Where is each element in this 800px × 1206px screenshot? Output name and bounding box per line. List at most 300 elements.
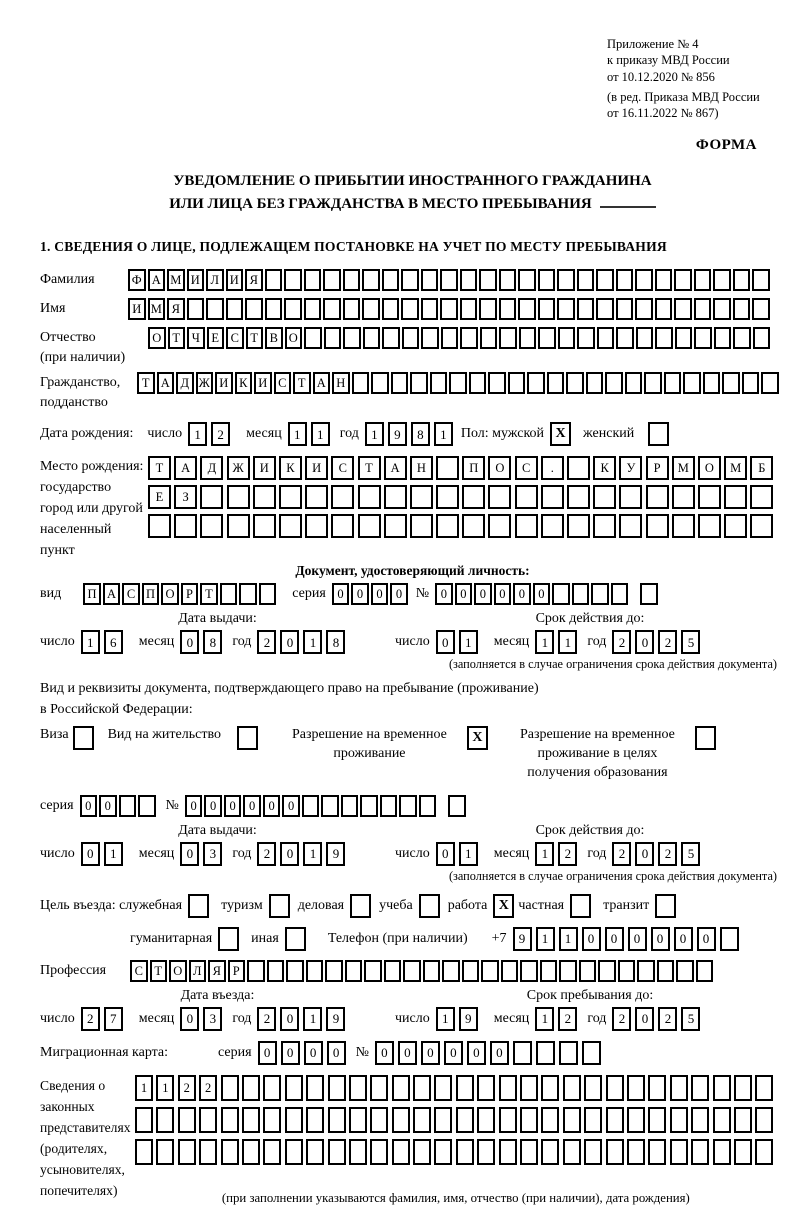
form-cell[interactable] (499, 327, 517, 349)
form-cell[interactable] (469, 372, 487, 394)
form-cell[interactable] (421, 269, 439, 291)
form-cell[interactable] (541, 1075, 559, 1101)
form-cell[interactable] (410, 514, 433, 538)
form-cell[interactable] (520, 1107, 538, 1133)
form-cell[interactable] (541, 1107, 559, 1133)
form-cell[interactable]: П (83, 583, 101, 605)
form-cell[interactable] (499, 1139, 517, 1165)
purpose-humanitarian-checkbox[interactable] (218, 927, 239, 951)
form-cell[interactable]: У (619, 456, 642, 480)
form-cell[interactable] (752, 298, 770, 320)
form-cell[interactable]: 1 (535, 630, 554, 654)
form-cell[interactable]: Т (358, 456, 381, 480)
form-cell[interactable]: Е (207, 327, 225, 349)
form-cell[interactable]: 0 (375, 1041, 394, 1065)
form-cell[interactable]: И (128, 298, 146, 320)
form-cell[interactable] (519, 327, 537, 349)
form-cell[interactable]: Я (208, 960, 226, 982)
form-cell[interactable] (635, 298, 653, 320)
form-cell[interactable] (598, 960, 616, 982)
form-cell[interactable] (672, 514, 695, 538)
form-cell[interactable] (724, 514, 747, 538)
form-cell[interactable] (304, 269, 322, 291)
form-cell[interactable] (670, 1139, 688, 1165)
form-cell[interactable]: 0 (444, 1041, 463, 1065)
form-cell[interactable] (674, 298, 692, 320)
form-cell[interactable] (430, 372, 448, 394)
form-cell[interactable] (321, 795, 339, 817)
form-cell[interactable]: 1 (104, 842, 123, 866)
form-cell[interactable] (305, 485, 328, 509)
form-cell[interactable] (399, 795, 417, 817)
form-cell[interactable]: 0 (224, 795, 242, 817)
form-cell[interactable] (119, 795, 137, 817)
form-cell[interactable] (648, 1139, 666, 1165)
form-cell[interactable] (733, 327, 751, 349)
form-cell[interactable] (513, 1041, 532, 1065)
form-cell[interactable] (247, 960, 265, 982)
form-cell[interactable] (579, 960, 597, 982)
form-cell[interactable]: А (103, 583, 121, 605)
form-cell[interactable] (421, 327, 439, 349)
form-cell[interactable] (538, 327, 556, 349)
form-cell[interactable]: 0 (332, 583, 350, 605)
form-cell[interactable] (138, 795, 156, 817)
form-cell[interactable] (462, 514, 485, 538)
form-cell[interactable]: Р (228, 960, 246, 982)
form-cell[interactable] (253, 485, 276, 509)
form-cell[interactable] (286, 960, 304, 982)
form-cell[interactable] (363, 327, 381, 349)
form-cell[interactable] (259, 583, 277, 605)
form-cell[interactable] (402, 327, 420, 349)
form-cell[interactable] (724, 485, 747, 509)
form-cell[interactable]: С (122, 583, 140, 605)
form-cell[interactable] (349, 1075, 367, 1101)
form-cell[interactable] (306, 1139, 324, 1165)
form-cell[interactable] (635, 269, 653, 291)
form-cell[interactable] (577, 327, 595, 349)
form-cell[interactable] (135, 1139, 153, 1165)
form-cell[interactable]: 0 (494, 583, 512, 605)
form-cell[interactable] (401, 298, 419, 320)
form-cell[interactable] (345, 960, 363, 982)
form-cell[interactable]: 2 (558, 842, 577, 866)
form-cell[interactable] (616, 298, 634, 320)
purpose-other-checkbox[interactable] (285, 927, 306, 951)
sex-male-checkbox[interactable]: X (550, 422, 571, 446)
form-cell[interactable]: . (541, 456, 564, 480)
form-cell[interactable]: А (148, 269, 166, 291)
form-cell[interactable]: 0 (436, 842, 455, 866)
form-cell[interactable]: 0 (280, 842, 299, 866)
form-cell[interactable] (670, 1075, 688, 1101)
form-cell[interactable] (265, 298, 283, 320)
form-cell[interactable]: Р (646, 456, 669, 480)
form-cell[interactable]: 0 (263, 795, 281, 817)
form-cell[interactable] (304, 327, 322, 349)
form-cell[interactable] (436, 456, 459, 480)
form-cell[interactable] (488, 372, 506, 394)
form-cell[interactable] (448, 795, 466, 817)
form-cell[interactable] (515, 485, 538, 509)
form-cell[interactable] (440, 298, 458, 320)
form-cell[interactable] (606, 1075, 624, 1101)
form-cell[interactable]: З (174, 485, 197, 509)
form-cell[interactable]: М (167, 269, 185, 291)
form-cell[interactable] (547, 372, 565, 394)
form-cell[interactable] (691, 1075, 709, 1101)
form-cell[interactable] (567, 514, 590, 538)
form-cell[interactable]: Н (410, 456, 433, 480)
form-cell[interactable]: Т (137, 372, 155, 394)
form-cell[interactable]: М (148, 298, 166, 320)
form-cell[interactable] (419, 795, 437, 817)
form-cell[interactable] (488, 485, 511, 509)
form-cell[interactable]: 5 (681, 1007, 700, 1031)
form-cell[interactable] (460, 269, 478, 291)
form-cell[interactable] (733, 269, 751, 291)
form-cell[interactable] (655, 298, 673, 320)
form-cell[interactable] (227, 514, 250, 538)
form-cell[interactable]: Т (168, 327, 186, 349)
form-cell[interactable]: 9 (388, 422, 407, 446)
form-cell[interactable] (664, 372, 682, 394)
form-cell[interactable] (733, 298, 751, 320)
form-cell[interactable] (563, 1139, 581, 1165)
sex-female-checkbox[interactable] (648, 422, 669, 446)
form-cell[interactable]: 1 (459, 842, 478, 866)
form-cell[interactable] (596, 269, 614, 291)
form-cell[interactable] (572, 583, 590, 605)
form-cell[interactable] (358, 514, 381, 538)
form-cell[interactable]: 0 (304, 1041, 323, 1065)
form-cell[interactable] (698, 514, 721, 538)
form-cell[interactable] (518, 298, 536, 320)
form-cell[interactable] (552, 583, 570, 605)
form-cell[interactable] (279, 485, 302, 509)
form-cell[interactable] (577, 298, 595, 320)
form-cell[interactable] (434, 1139, 452, 1165)
form-cell[interactable] (460, 327, 478, 349)
form-cell[interactable] (221, 1139, 239, 1165)
form-cell[interactable] (349, 1107, 367, 1133)
form-cell[interactable]: 2 (658, 1007, 677, 1031)
form-cell[interactable]: 1 (311, 422, 330, 446)
form-cell[interactable]: А (174, 456, 197, 480)
form-cell[interactable] (722, 372, 740, 394)
form-cell[interactable] (481, 960, 499, 982)
form-cell[interactable] (178, 1107, 196, 1133)
form-cell[interactable] (619, 514, 642, 538)
form-cell[interactable]: С (515, 456, 538, 480)
form-cell[interactable] (221, 1075, 239, 1101)
form-cell[interactable] (734, 1107, 752, 1133)
form-cell[interactable]: К (593, 456, 616, 480)
purpose-transit-checkbox[interactable] (655, 894, 676, 918)
purpose-tourism-checkbox[interactable] (269, 894, 290, 918)
form-cell[interactable] (267, 960, 285, 982)
purpose-study-checkbox[interactable] (419, 894, 440, 918)
form-cell[interactable] (349, 1139, 367, 1165)
form-cell[interactable]: 0 (204, 795, 222, 817)
form-cell[interactable]: 0 (635, 630, 654, 654)
form-cell[interactable] (703, 372, 721, 394)
form-cell[interactable] (341, 795, 359, 817)
form-cell[interactable]: П (462, 456, 485, 480)
form-cell[interactable] (323, 269, 341, 291)
form-cell[interactable] (640, 583, 658, 605)
form-cell[interactable]: 0 (243, 795, 261, 817)
form-cell[interactable] (558, 327, 576, 349)
form-cell[interactable] (382, 327, 400, 349)
form-cell[interactable] (501, 960, 519, 982)
form-cell[interactable] (755, 1139, 773, 1165)
form-cell[interactable] (713, 269, 731, 291)
form-cell[interactable] (734, 1139, 752, 1165)
form-cell[interactable] (480, 327, 498, 349)
form-cell[interactable]: 0 (582, 927, 601, 951)
form-cell[interactable]: 0 (180, 1007, 199, 1031)
form-cell[interactable] (324, 327, 342, 349)
form-cell[interactable] (520, 1075, 538, 1101)
form-cell[interactable] (713, 1075, 731, 1101)
form-cell[interactable] (520, 960, 538, 982)
form-cell[interactable] (358, 485, 381, 509)
form-cell[interactable] (456, 1107, 474, 1133)
form-cell[interactable]: А (157, 372, 175, 394)
purpose-business-checkbox[interactable] (350, 894, 371, 918)
form-cell[interactable] (675, 327, 693, 349)
form-cell[interactable] (364, 960, 382, 982)
form-cell[interactable] (371, 372, 389, 394)
form-cell[interactable] (557, 269, 575, 291)
form-cell[interactable] (508, 372, 526, 394)
form-cell[interactable] (559, 1041, 578, 1065)
form-cell[interactable]: 0 (490, 1041, 509, 1065)
form-cell[interactable]: 2 (612, 842, 631, 866)
form-cell[interactable] (331, 485, 354, 509)
form-cell[interactable] (567, 485, 590, 509)
form-cell[interactable]: 7 (104, 1007, 123, 1031)
form-cell[interactable] (637, 960, 655, 982)
form-cell[interactable] (370, 1107, 388, 1133)
form-cell[interactable] (242, 1075, 260, 1101)
form-cell[interactable] (434, 1107, 452, 1133)
form-cell[interactable] (156, 1139, 174, 1165)
form-cell[interactable] (221, 1107, 239, 1133)
form-cell[interactable]: И (305, 456, 328, 480)
form-cell[interactable]: И (226, 269, 244, 291)
form-cell[interactable]: 9 (459, 1007, 478, 1031)
form-cell[interactable] (713, 1139, 731, 1165)
form-cell[interactable] (499, 1107, 517, 1133)
form-cell[interactable]: 0 (180, 842, 199, 866)
form-cell[interactable] (148, 514, 171, 538)
form-cell[interactable] (488, 514, 511, 538)
form-cell[interactable] (676, 960, 694, 982)
form-cell[interactable] (178, 1139, 196, 1165)
form-cell[interactable]: С (274, 372, 292, 394)
form-cell[interactable] (200, 514, 223, 538)
form-cell[interactable] (734, 1075, 752, 1101)
form-cell[interactable] (563, 1075, 581, 1101)
form-cell[interactable] (713, 298, 731, 320)
form-cell[interactable]: 2 (612, 1007, 631, 1031)
form-cell[interactable]: О (698, 456, 721, 480)
form-cell[interactable] (199, 1139, 217, 1165)
form-cell[interactable] (436, 485, 459, 509)
form-cell[interactable]: 9 (513, 927, 532, 951)
form-cell[interactable] (541, 514, 564, 538)
form-cell[interactable]: 0 (421, 1041, 440, 1065)
form-cell[interactable]: 0 (513, 583, 531, 605)
form-cell[interactable] (306, 1075, 324, 1101)
form-cell[interactable]: Д (200, 456, 223, 480)
form-cell[interactable]: 0 (99, 795, 117, 817)
form-cell[interactable]: 1 (188, 422, 207, 446)
form-cell[interactable] (384, 485, 407, 509)
form-cell[interactable] (619, 485, 642, 509)
form-cell[interactable] (636, 327, 654, 349)
form-cell[interactable] (370, 1075, 388, 1101)
form-cell[interactable]: 2 (558, 1007, 577, 1031)
form-cell[interactable] (597, 327, 615, 349)
form-cell[interactable] (694, 327, 712, 349)
form-cell[interactable]: 1 (303, 1007, 322, 1031)
form-cell[interactable]: К (279, 456, 302, 480)
form-cell[interactable] (536, 1041, 555, 1065)
form-cell[interactable]: О (148, 327, 166, 349)
form-cell[interactable] (328, 1139, 346, 1165)
form-cell[interactable] (279, 514, 302, 538)
form-cell[interactable]: П (142, 583, 160, 605)
form-cell[interactable]: И (254, 372, 272, 394)
form-cell[interactable]: О (488, 456, 511, 480)
form-cell[interactable]: 0 (398, 1041, 417, 1065)
form-cell[interactable] (403, 960, 421, 982)
form-cell[interactable] (691, 1107, 709, 1133)
form-cell[interactable] (541, 1139, 559, 1165)
form-cell[interactable] (384, 514, 407, 538)
form-cell[interactable] (618, 960, 636, 982)
form-cell[interactable]: М (672, 456, 695, 480)
form-cell[interactable]: 0 (280, 630, 299, 654)
form-cell[interactable] (199, 1107, 217, 1133)
form-cell[interactable]: И (187, 269, 205, 291)
form-cell[interactable]: 0 (281, 1041, 300, 1065)
temp-residence-checkbox[interactable]: X (467, 726, 488, 750)
form-cell[interactable] (559, 960, 577, 982)
form-cell[interactable]: 2 (658, 842, 677, 866)
form-cell[interactable] (694, 269, 712, 291)
form-cell[interactable] (263, 1075, 281, 1101)
purpose-work-checkbox[interactable]: X (493, 894, 514, 918)
form-cell[interactable]: 0 (674, 927, 693, 951)
form-cell[interactable] (479, 269, 497, 291)
form-cell[interactable] (499, 1075, 517, 1101)
form-cell[interactable]: 9 (326, 1007, 345, 1031)
form-cell[interactable]: 1 (303, 630, 322, 654)
form-cell[interactable] (720, 927, 739, 951)
form-cell[interactable]: М (724, 456, 747, 480)
form-cell[interactable] (605, 372, 623, 394)
form-cell[interactable] (382, 298, 400, 320)
form-cell[interactable] (410, 485, 433, 509)
form-cell[interactable] (362, 298, 380, 320)
form-cell[interactable]: 9 (326, 842, 345, 866)
form-cell[interactable]: Л (206, 269, 224, 291)
form-cell[interactable]: О (285, 327, 303, 349)
form-cell[interactable]: 1 (535, 1007, 554, 1031)
form-cell[interactable] (557, 298, 575, 320)
form-cell[interactable]: С (130, 960, 148, 982)
form-cell[interactable]: Ч (187, 327, 205, 349)
form-cell[interactable] (584, 1139, 602, 1165)
form-cell[interactable]: Т (150, 960, 168, 982)
form-cell[interactable] (541, 485, 564, 509)
form-cell[interactable]: Р (181, 583, 199, 605)
form-cell[interactable] (253, 514, 276, 538)
form-cell[interactable] (174, 514, 197, 538)
form-cell[interactable] (657, 960, 675, 982)
form-cell[interactable] (227, 485, 250, 509)
form-cell[interactable] (352, 372, 370, 394)
form-cell[interactable] (302, 795, 320, 817)
form-cell[interactable]: Т (293, 372, 311, 394)
form-cell[interactable] (305, 514, 328, 538)
form-cell[interactable] (477, 1107, 495, 1133)
form-cell[interactable]: 2 (257, 1007, 276, 1031)
form-cell[interactable] (263, 1139, 281, 1165)
form-cell[interactable] (392, 1075, 410, 1101)
form-cell[interactable]: 0 (81, 842, 100, 866)
form-cell[interactable]: 0 (533, 583, 551, 605)
form-cell[interactable] (442, 960, 460, 982)
form-cell[interactable] (360, 795, 378, 817)
form-cell[interactable] (156, 1107, 174, 1133)
form-cell[interactable]: 0 (436, 630, 455, 654)
form-cell[interactable] (566, 372, 584, 394)
form-cell[interactable]: 1 (81, 630, 100, 654)
form-cell[interactable] (593, 514, 616, 538)
visa-checkbox[interactable] (73, 726, 94, 750)
form-cell[interactable]: С (226, 327, 244, 349)
form-cell[interactable] (285, 1139, 303, 1165)
form-cell[interactable]: К (235, 372, 253, 394)
form-cell[interactable] (606, 1139, 624, 1165)
form-cell[interactable]: 0 (180, 630, 199, 654)
form-cell[interactable] (284, 298, 302, 320)
form-cell[interactable] (582, 1041, 601, 1065)
form-cell[interactable]: 1 (434, 422, 453, 446)
form-cell[interactable]: 1 (436, 1007, 455, 1031)
form-cell[interactable] (563, 1107, 581, 1133)
form-cell[interactable]: 1 (536, 927, 555, 951)
form-cell[interactable]: Ж (227, 456, 250, 480)
form-cell[interactable]: А (313, 372, 331, 394)
form-cell[interactable]: 8 (411, 422, 430, 446)
form-cell[interactable] (499, 269, 517, 291)
form-cell[interactable] (410, 372, 428, 394)
form-cell[interactable] (694, 298, 712, 320)
form-cell[interactable] (538, 298, 556, 320)
form-cell[interactable] (520, 1139, 538, 1165)
form-cell[interactable] (753, 327, 771, 349)
form-cell[interactable] (584, 1075, 602, 1101)
form-cell[interactable] (328, 1075, 346, 1101)
form-cell[interactable]: 0 (435, 583, 453, 605)
